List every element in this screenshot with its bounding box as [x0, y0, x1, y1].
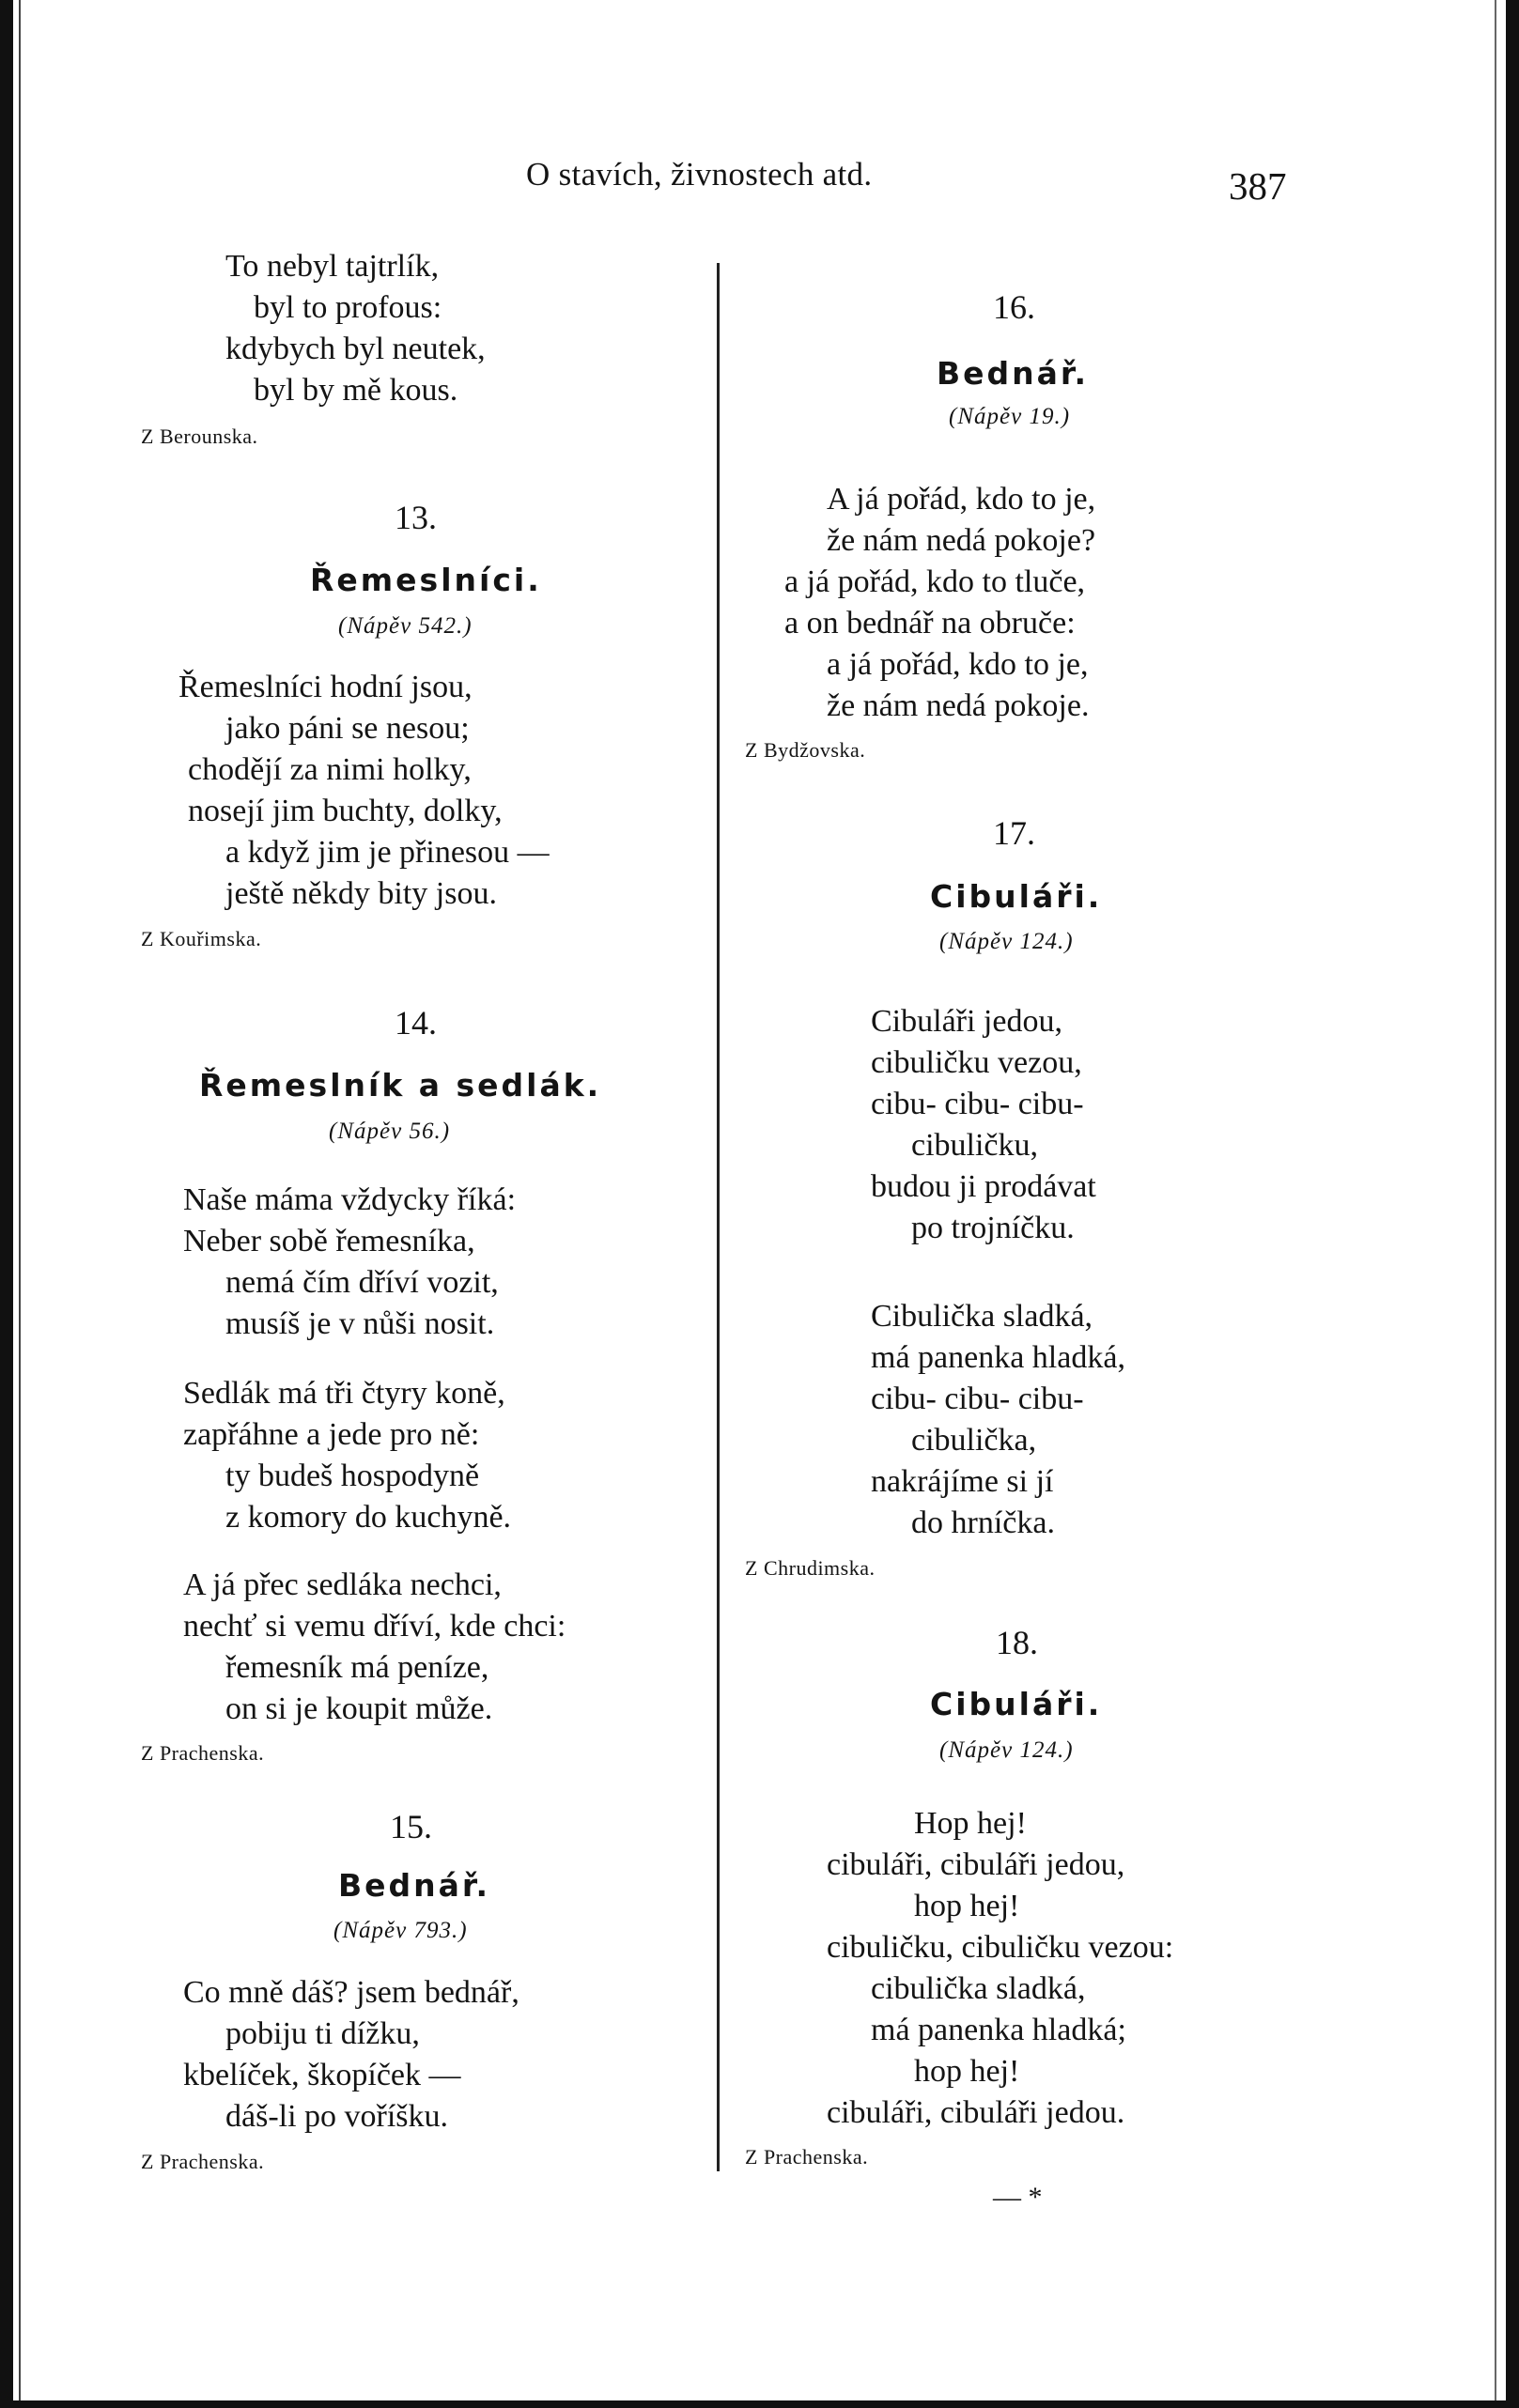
song-source: Z Berounska. — [141, 424, 258, 448]
song-title: Řemeslníci. — [310, 562, 542, 598]
verse-line: Cibulička sladká, — [871, 1299, 1093, 1334]
verse-line: řemesník má peníze, — [225, 1650, 489, 1685]
tune-reference: (Nápěv 124.) — [939, 929, 1074, 954]
verse-line: pobiju ti dížku, — [225, 2016, 420, 2051]
song-source: Z Prachenska. — [141, 1741, 265, 1765]
tune-reference: (Nápěv 124.) — [939, 1737, 1074, 1763]
tune-reference: (Nápěv 56.) — [329, 1119, 451, 1144]
song-source: Z Prachenska. — [141, 2150, 265, 2173]
scan-border-left — [0, 0, 13, 2408]
song-source: Z Kouřimska. — [141, 927, 262, 950]
verse-line: cibuláři, cibuláři jedou, — [827, 1847, 1125, 1882]
song-title: Bednář. — [338, 1867, 491, 1904]
verse-line: cibulička sladká, — [871, 1971, 1086, 2006]
verse-line: do hrníčka. — [911, 1505, 1055, 1540]
verse-line: byl to profous: — [254, 290, 442, 325]
scan-border-left-inner — [19, 0, 21, 2408]
song-title: Bednář. — [937, 355, 1090, 392]
verse-line: cibu- cibu- cibu- — [871, 1382, 1084, 1416]
verse-line: má panenka hladká, — [871, 1340, 1125, 1375]
verse-line: jako páni se nesou; — [225, 711, 470, 746]
verse-line: kdybych byl neutek, — [225, 332, 486, 366]
song-source: Z Prachenska. — [745, 2145, 869, 2169]
verse-line: budou ji prodávat — [871, 1169, 1096, 1204]
verse-line: A já pořád, kdo to je, — [827, 482, 1096, 517]
scan-border-right — [1506, 0, 1519, 2408]
verse-line: cibuličku, — [911, 1128, 1039, 1163]
verse-line: ještě někdy bity jsou. — [225, 876, 497, 911]
end-ornament: — * — [993, 2182, 1043, 2213]
song-number: 18. — [996, 1624, 1038, 1661]
verse-line: nakrájíme si jí — [871, 1464, 1054, 1499]
tune-reference: (Nápěv 793.) — [333, 1918, 468, 1943]
verse-line: nechť si vemu dříví, kde chci: — [183, 1609, 566, 1644]
scan-border-right-inner — [1495, 0, 1496, 2408]
verse-line: zapřáhne a jede pro ně: — [183, 1417, 480, 1452]
verse-line: Cibuláři jedou, — [871, 1004, 1062, 1039]
verse-line: že nám nedá pokoje. — [827, 688, 1090, 723]
song-title: Řemeslník a sedlák. — [199, 1067, 602, 1104]
verse-line: Co mně dáš? jsem bednář, — [183, 1975, 519, 2010]
verse-line: hop hej! — [914, 1889, 1020, 1923]
song-number: 15. — [390, 1808, 432, 1845]
column-divider — [717, 263, 720, 2171]
verse-line: chodějí za nimi holky, — [188, 752, 472, 787]
page-number: 387 — [1229, 164, 1287, 208]
verse-line: hop hej! — [914, 2054, 1020, 2089]
verse-line: dáš-li po voříšku. — [225, 2099, 449, 2134]
verse-line: cibulička, — [911, 1423, 1037, 1458]
verse-line: To nebyl tajtrlík, — [225, 249, 440, 284]
verse-line: nosejí jim buchty, dolky, — [188, 794, 503, 828]
verse-line: ty budeš hospodyně — [225, 1459, 480, 1493]
page-header — [0, 150, 1519, 207]
verse-line: kbelíček, škopíček — — [183, 2058, 461, 2092]
tune-reference: (Nápěv 19.) — [949, 404, 1071, 429]
song-number: 13. — [395, 499, 437, 536]
verse-line: z komory do kuchyně. — [225, 1500, 512, 1535]
verse-line: že nám nedá pokoje? — [827, 523, 1096, 558]
song-source: Z Chrudimska. — [745, 1556, 876, 1580]
verse-line: on si je koupit může. — [225, 1691, 493, 1726]
verse-line: Neber sobě řemesníka, — [183, 1224, 475, 1258]
tune-reference: (Nápěv 542.) — [338, 613, 473, 639]
verse-line: má panenka hladká; — [871, 2013, 1126, 2047]
verse-line: a já pořád, kdo to je, — [827, 647, 1089, 682]
song-title: Cibuláři. — [930, 878, 1103, 915]
verse-line: cibuličku vezou, — [871, 1045, 1082, 1080]
song-source: Z Bydžovska. — [745, 738, 866, 762]
song-number: 17. — [993, 814, 1035, 852]
verse-line: Hop hej! — [914, 1806, 1027, 1841]
verse-line: Naše máma vždycky říká: — [183, 1182, 517, 1217]
verse-line: po trojníčku. — [911, 1211, 1075, 1245]
song-number: 14. — [395, 1004, 437, 1042]
verse-line: a když jim je přinesou — — [225, 835, 550, 870]
verse-line: nemá čím dříví vozit, — [225, 1265, 499, 1300]
song-title: Cibuláři. — [930, 1686, 1103, 1722]
verse-line: a on bednář na obruče: — [784, 606, 1076, 641]
verse-line: cibu- cibu- cibu- — [871, 1087, 1084, 1121]
verse-line: a já pořád, kdo to tluče, — [784, 564, 1086, 599]
song-number: 16. — [993, 288, 1035, 326]
scan-border-bottom — [0, 2400, 1519, 2408]
verse-line: Řemeslníci hodní jsou, — [178, 670, 473, 704]
verse-line: musíš je v nůši nosit. — [225, 1306, 495, 1341]
verse-line: cibuličku, cibuličku vezou: — [827, 1930, 1174, 1965]
verse-line: byl by mě kous. — [254, 373, 458, 408]
verse-line: Sedlák má tři čtyry koně, — [183, 1376, 505, 1411]
verse-line: cibuláři, cibuláři jedou. — [827, 2095, 1125, 2130]
running-head: O stavích, živnostech atd. — [526, 156, 873, 193]
verse-line: A já přec sedláka nechci, — [183, 1567, 502, 1602]
